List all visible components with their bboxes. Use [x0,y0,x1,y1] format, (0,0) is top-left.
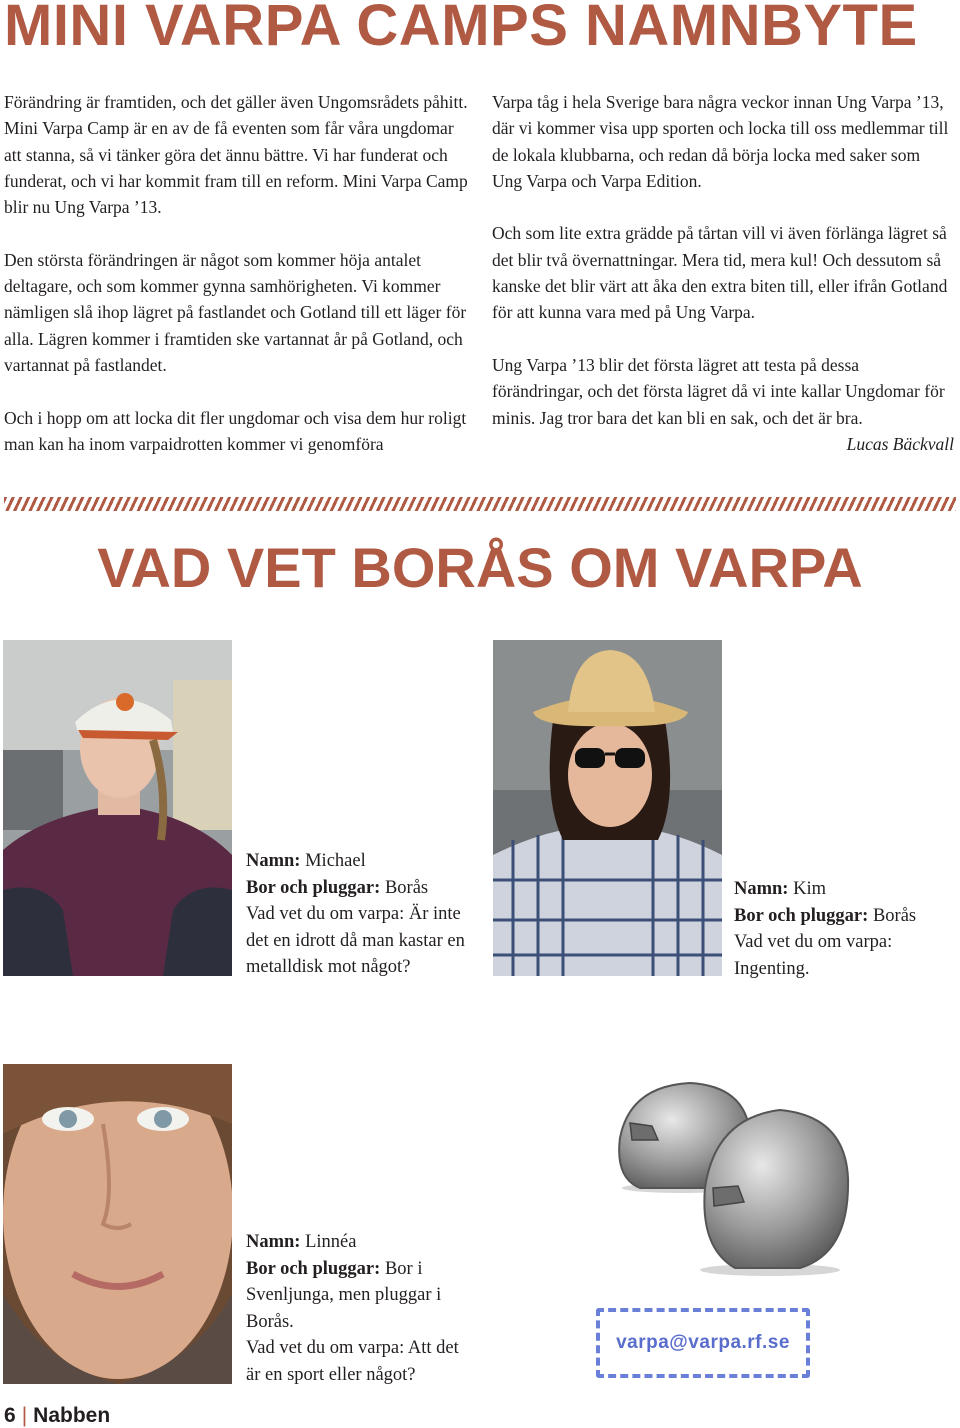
paragraph: Och i hopp om att locka dit fler ungdomar och visa dem hur roligt man kan ha inom varpaidrotten kommer vi genomföra [4,407,467,454]
email-stamp-text: varpa@varpa.rf.se [616,1332,790,1353]
paragraph: Den största förändringen är något som kommer höja antalet deltagare, och som kommer gynna samhörigheten. Vi kommer nämligen slå ihop lägret på fastlandet och Gotland till ett läger för alla. Lägren kommer i framtiden ske vartannat år på Gotland, och vartannat på fastlandet. [4,249,467,375]
profile-home [246,875,476,902]
author-signature: Lucas Bäckvall [846,433,954,454]
home-value: Bor i Svenljunga, men pluggar i Borås. [246,1258,442,1332]
name-value: Kim [793,879,826,899]
page-footer [4,1404,110,1428]
name-value: Michael [305,851,366,871]
name-value: Linnéa [305,1232,357,1252]
profile-answer: Vad vet du om varpa: Är inte det en idrott då man kastar en metalldisk mot något? [246,904,465,977]
publication-name: Nabben [33,1404,111,1427]
profile-answer: Vad vet du om varpa: Ingenting. [734,932,893,979]
paragraph: Varpa tåg i hela Sverige bara några veckor innan Ung Varpa ’13, där vi kommer visa upp sporten och locka till oss medlemmar till de lokala klubbarna, och redan då börja locka med saker som Ung Varpa och Varpa Edition. [492,92,949,191]
profile-name [734,876,956,903]
home-label: Bor och pluggar: [734,905,869,926]
profile-home [734,903,956,930]
profile-name [246,1229,476,1256]
article-title: MINI VARPA CAMPS NAMNBYTE [4,0,918,58]
name-label: Namn: [246,851,301,871]
email-stamp [596,1308,810,1378]
portrait-cap-photo [3,640,232,976]
name-label: Namn: [246,1232,301,1252]
home-label: Bor och pluggar: [246,877,381,898]
profile-home [246,1256,476,1336]
profile-michael [246,848,476,981]
home-value: Borås [872,905,917,926]
profile-kim [734,876,956,982]
portrait-selfie-photo [3,1064,232,1384]
profile-name [246,848,476,875]
article-left-column [4,89,472,483]
footer-separator: | [21,1404,28,1427]
paragraph: Ung Varpa ’13 blir det första lägret att testa på dessa förändringar, och det första lägret då vi inte kallar Ungdomar för minis. Jag tror bara det kan bli en sak, och det är bra. [492,354,945,428]
paragraph: Förändring är framtiden, och det gäller även Ungomsrådets påhitt. Mini Varpa Camp är en av de få eventen som får våra ungdomar att stanna, så vi tänker göra det ännu bättre. Vi har funderat och funderat, och vi har kommit fram till en reform. Mini Varpa Camp blir nu Ung Varpa ’13. [4,92,468,218]
varpa-discs-image [610,1078,855,1278]
profile-linnea [246,1229,476,1388]
page-number: 6 [4,1404,16,1427]
hatched-divider [4,497,956,511]
paragraph: Och som lite extra grädde på tårtan vill vi även förlänga lägret så det blir två övernattningar. Mera tid, mera kul! Och dessutom så kanske det blir värt att åka den extra biten till, eller ifrån Gotland för att kunna vara med på Ung Varpa. [492,223,948,323]
survey-title: VAD VET BORÅS OM VARPA [97,536,863,599]
profile-answer: Vad vet du om varpa: Att det är en sport eller något? [246,1338,459,1385]
name-label: Namn: [734,879,789,899]
home-label: Bor och pluggar: [246,1258,381,1279]
article-right-column [492,89,954,483]
portrait-cowboy-hat-photo [493,640,722,976]
home-value: Borås [384,877,429,898]
